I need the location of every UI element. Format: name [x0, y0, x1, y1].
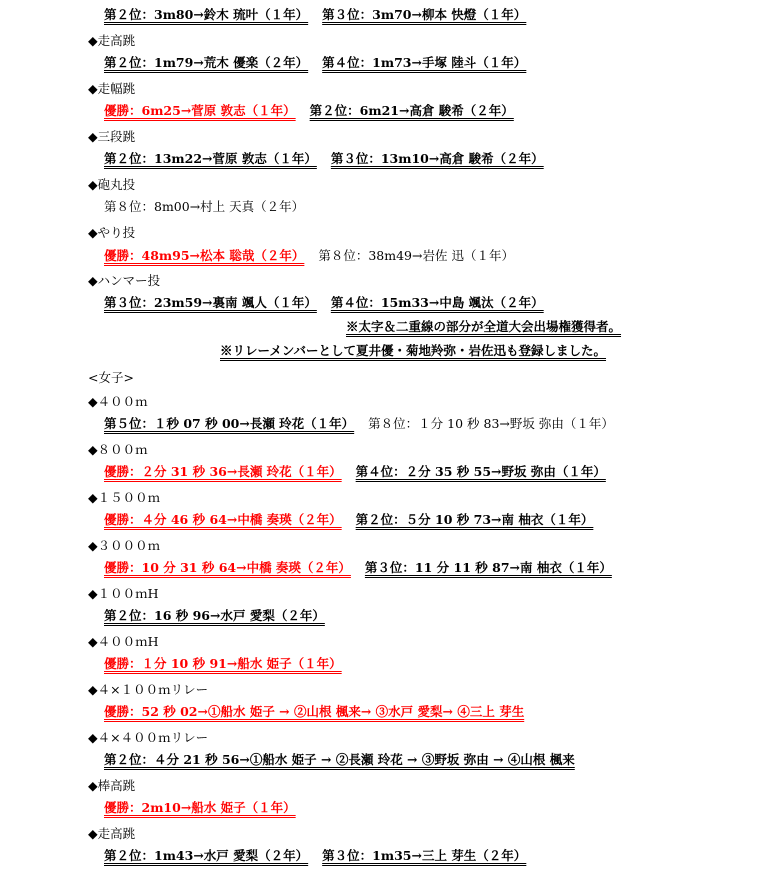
- event-heading: ◆４×４００ｍリレー: [88, 730, 209, 745]
- result-entry: 第２位：3m80→鈴木 琉叶（１年）: [104, 7, 309, 22]
- result-row: [104, 9, 540, 22]
- result-row: [104, 706, 538, 719]
- result-entry: 第８位：１分 10 秒 83→野坂 弥由（１年）: [368, 416, 614, 431]
- result-entry: 第４位：15m33→中島 颯汰（２年）: [330, 295, 544, 310]
- relay-note: ※リレーメンバーとして夏井優・菊地羚弥・岩佐迅も登録しました。: [220, 343, 607, 358]
- result-row: [104, 802, 310, 815]
- result-row: [104, 850, 540, 863]
- event-heading: ◆１５００ｍ: [88, 490, 161, 505]
- result-entry: 第３位：3m70→柳本 快燈（１年）: [322, 7, 527, 22]
- result-row: [104, 514, 607, 527]
- result-row: [104, 201, 318, 214]
- event-heading: ◆ハンマー投: [88, 273, 161, 288]
- result-entry: 第２位：1m43→水戸 愛梨（２年）: [104, 848, 309, 863]
- winner-result: 優勝：6m25→菅原 敦志（１年）: [104, 103, 296, 118]
- winner-result: 優勝：48m95→松本 聡哉（２年）: [104, 248, 305, 263]
- result-row: [104, 105, 528, 118]
- result-entry: 第２位：13m22→菅原 敦志（１年）: [104, 151, 317, 166]
- event-heading: ◆棒高跳: [88, 778, 136, 793]
- event-heading: ◆４００ｍ: [88, 394, 148, 409]
- result-entry: 第２位：6m21→高倉 駿希（２年）: [309, 103, 514, 118]
- result-entry: 第３位：11 分 11 秒 87→南 柚衣（１年）: [364, 560, 612, 575]
- result-entry: 第３位：13m10→高倉 駿希（２年）: [330, 151, 544, 166]
- winner-result: 優勝：４分 46 秒 64→中橋 奏瑛（２年）: [104, 512, 342, 527]
- result-entry: 第２位：５分 10 秒 73→南 柚衣（１年）: [355, 512, 594, 527]
- event-heading: ◆砲丸投: [88, 177, 136, 192]
- event-heading: ◆４００ｍH: [88, 634, 159, 649]
- result-entry: 第８位：8m00→村上 天真（２年）: [104, 199, 305, 214]
- event-heading: ◆走高跳: [88, 826, 136, 841]
- result-row: [104, 610, 339, 623]
- result-entry: 第２位：1m79→荒木 優楽（２年）: [104, 55, 309, 70]
- result-entry: 第２位：16 秒 96→水戸 愛梨（２年）: [104, 608, 325, 623]
- event-heading: ◆８００ｍ: [88, 442, 148, 457]
- winner-result: 優勝：１分 10 秒 91→船水 姫子（１年）: [104, 656, 342, 671]
- result-row: [104, 562, 626, 575]
- winner-result: 優勝：10 分 31 秒 64→中橋 奏瑛（２年）: [104, 560, 351, 575]
- result-entry: 第３位：1m35→三上 芽生（２年）: [322, 848, 527, 863]
- event-heading: ◆１００ｍH: [88, 586, 159, 601]
- result-entry: 第８位：38m49→岩佐 迅（１年）: [318, 248, 514, 263]
- winner-result: 優勝：２分 31 秒 36→長瀬 玲花（１年）: [104, 464, 342, 479]
- result-row: [104, 297, 558, 310]
- event-heading: ◆４×１００ｍリレー: [88, 682, 209, 697]
- winner-result: 優勝：2m10→船水 姫子（１年）: [104, 800, 296, 815]
- result-row: [104, 418, 628, 431]
- result-entry: 第４位：２分 35 秒 55→野坂 弥由（１年）: [355, 464, 606, 479]
- event-heading: ◆３０００ｍ: [88, 538, 161, 553]
- winner-result: 優勝：52 秒 02→①船水 姫子 → ②山根 楓来→ ③水戸 愛梨→ ④三上 芽生: [104, 704, 525, 719]
- section-heading: <女子>: [88, 370, 134, 385]
- qualifier-note: ※太字＆二重線の部分が全道大会出場権獲得者。: [346, 319, 622, 334]
- result-row: [104, 466, 620, 479]
- event-heading: ◆三段跳: [88, 129, 136, 144]
- result-row: [104, 153, 558, 166]
- event-heading: ◆走高跳: [88, 33, 136, 48]
- event-heading: ◆やり投: [88, 225, 136, 240]
- result-entry: 第３位：23m59→裏南 颯人（１年）: [104, 295, 317, 310]
- result-row: [104, 57, 540, 70]
- result-row: [104, 754, 589, 767]
- event-heading: ◆走幅跳: [88, 81, 136, 96]
- result-entry: 第２位：４分 21 秒 56→①船水 姫子 → ②長瀬 玲花 → ③野坂 弥由 → ④山根 楓来: [104, 752, 575, 767]
- result-row: [104, 250, 528, 263]
- result-entry: 第４位：1m73→手塚 陸斗（１年）: [322, 55, 527, 70]
- result-entry: 第５位：１秒 07 秒 00→長瀬 玲花（１年）: [104, 416, 355, 431]
- result-row: [104, 658, 356, 671]
